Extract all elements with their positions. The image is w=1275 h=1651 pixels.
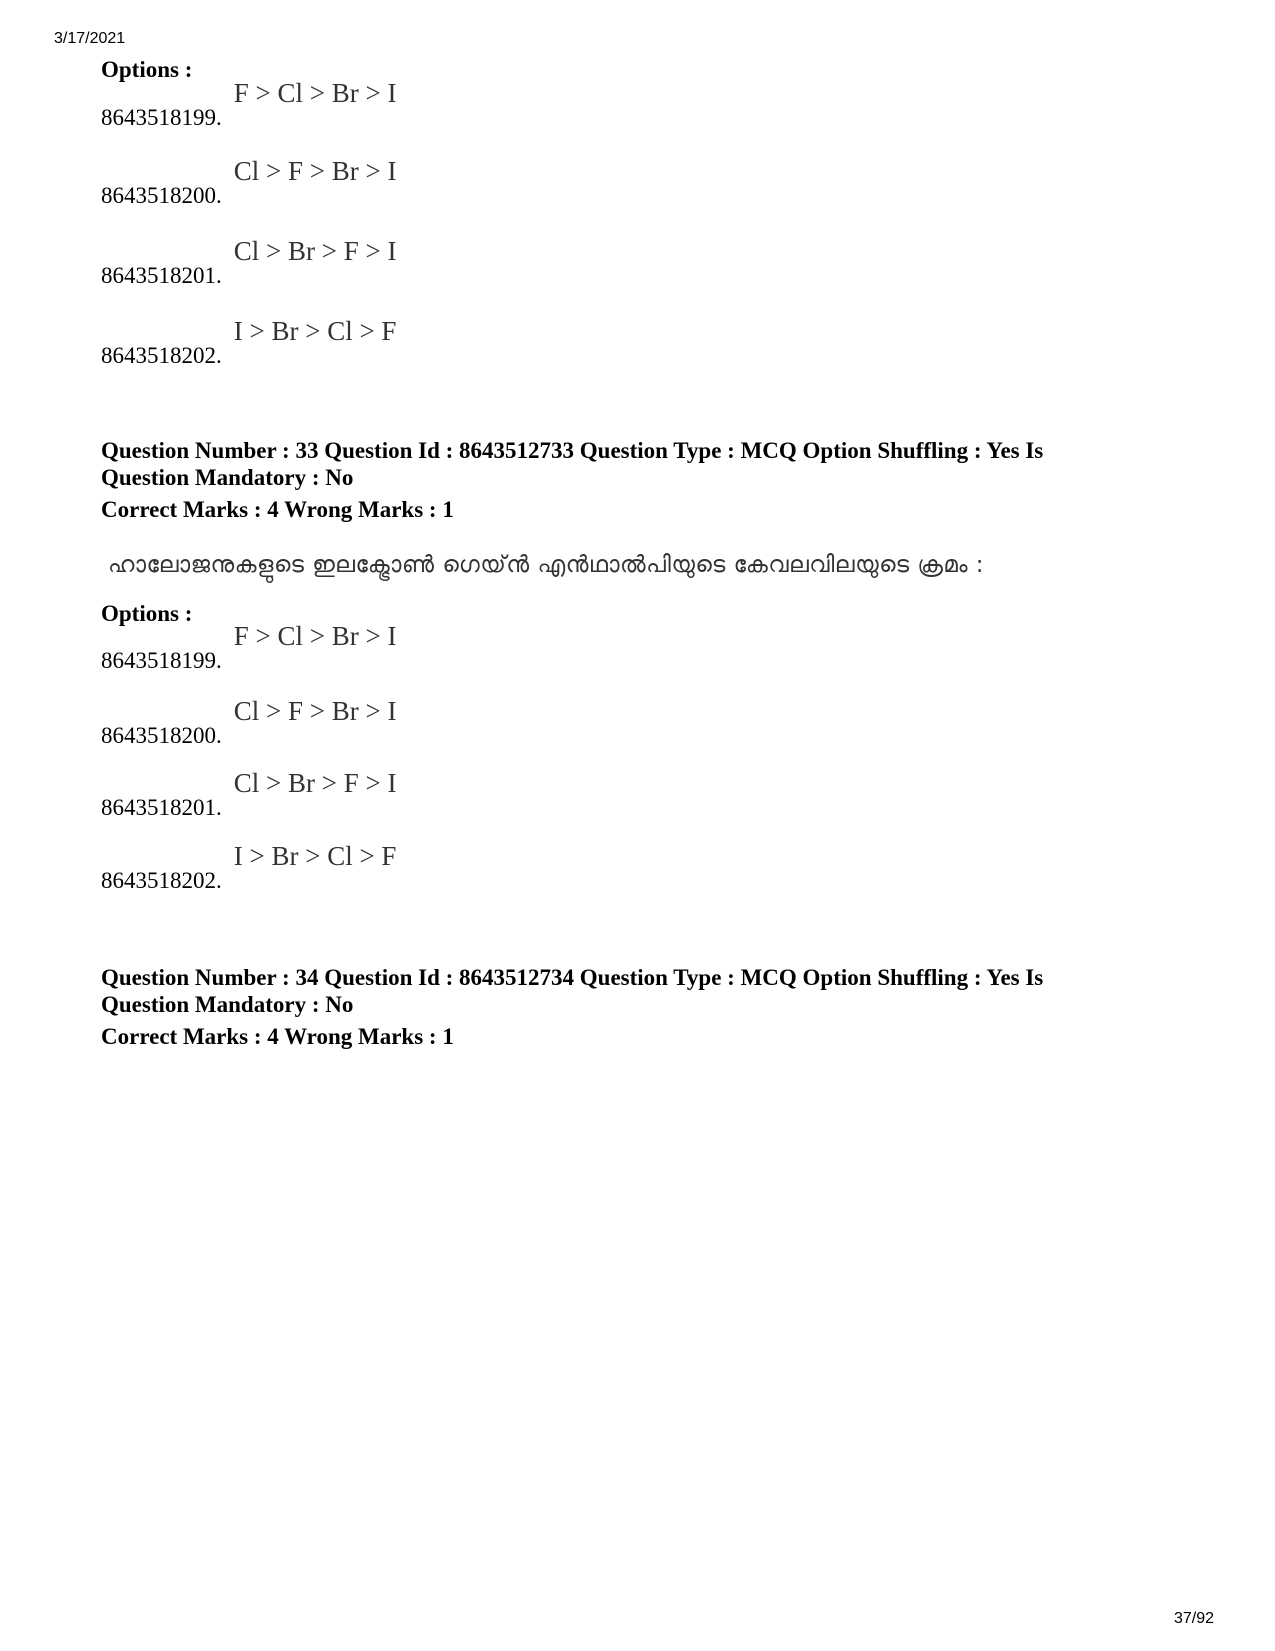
- question-34-info: [101, 964, 1181, 1050]
- option-item: [101, 621, 397, 674]
- option-text: I > Br > Cl > F: [233, 841, 397, 871]
- page-number: 37/92: [1174, 1610, 1215, 1627]
- question-33-info: [101, 437, 1181, 523]
- option-item: [101, 696, 397, 749]
- option-item: [101, 236, 397, 289]
- option-id: 8643518201.: [101, 263, 222, 288]
- question-info-line: Question Number : 33 Question Id : 8643512733 Question Type : MCQ Option Shuffling : Yes Is: [101, 438, 1044, 463]
- option-text: Cl > Br > F > I: [233, 236, 397, 266]
- options-label: Options :: [101, 601, 193, 626]
- option-id: 8643518200.: [101, 183, 222, 208]
- option-text: Cl > F > Br > I: [233, 156, 397, 186]
- option-text: I > Br > Cl > F: [233, 316, 397, 346]
- option-id: 8643518199.: [101, 105, 222, 130]
- question-33-text: ഹാലോജനുകളുടെ ഇലക്ട്രോൺ ഗെയ്ൻ എൻഥാൽപിയുടെ കേവലവിലയുടെ ക്രമം :: [108, 552, 985, 578]
- option-text: F > Cl > Br > I: [233, 78, 397, 108]
- option-item: [101, 78, 397, 131]
- option-id: 8643518199.: [101, 648, 222, 673]
- print-date: 3/17/2021: [54, 30, 126, 47]
- option-id: 8643518201.: [101, 795, 222, 820]
- question-info-line: Question Mandatory : No: [101, 465, 354, 490]
- option-id: 8643518202.: [101, 868, 222, 893]
- option-text: Cl > Br > F > I: [233, 768, 397, 798]
- option-id: 8643518202.: [101, 343, 222, 368]
- option-item: [101, 156, 397, 209]
- options-label: Options :: [101, 57, 193, 82]
- option-text: Cl > F > Br > I: [233, 696, 397, 726]
- option-item: [101, 316, 397, 369]
- option-item: [101, 768, 397, 821]
- option-text: F > Cl > Br > I: [233, 621, 397, 651]
- option-id: 8643518200.: [101, 723, 222, 748]
- question-info-line: Question Number : 34 Question Id : 8643512734 Question Type : MCQ Option Shuffling : Yes Is: [101, 965, 1044, 990]
- question-marks: Correct Marks : 4 Wrong Marks : 1: [101, 497, 454, 522]
- question-marks: Correct Marks : 4 Wrong Marks : 1: [101, 1024, 454, 1049]
- option-item: [101, 841, 397, 894]
- question-info-line: Question Mandatory : No: [101, 992, 354, 1017]
